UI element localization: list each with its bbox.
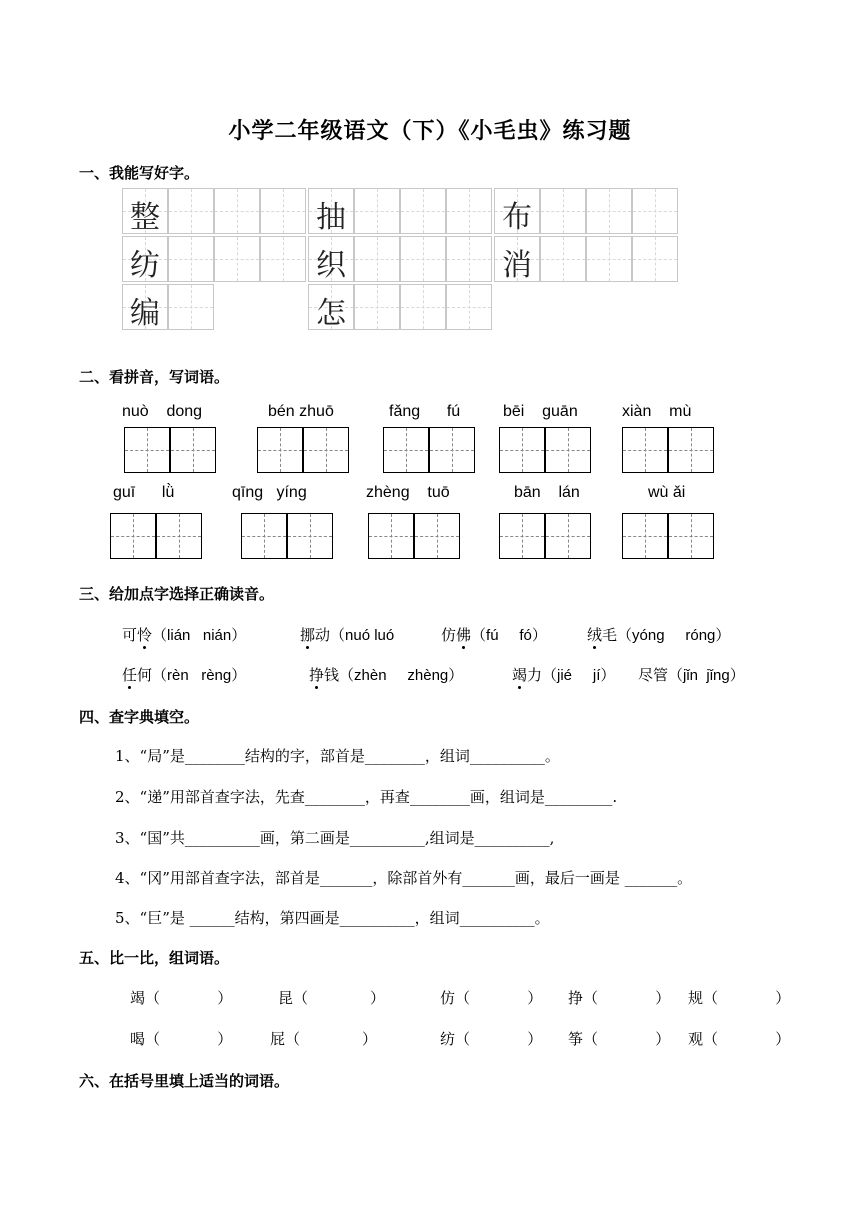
dotted-char: 挪 — [300, 626, 316, 644]
writing-box[interactable] — [414, 513, 460, 559]
practice-cell — [168, 284, 214, 330]
compare-item: 竭（ ） — [130, 989, 233, 1007]
practice-char: 整 — [130, 200, 160, 235]
practice-char: 怎 — [316, 296, 346, 331]
compare-item: 筝（ ） — [568, 1030, 671, 1048]
practice-cell — [446, 188, 492, 234]
section-6-heading: 六、在括号里填上适当的词语。 — [79, 1072, 290, 1090]
practice-cell — [354, 284, 400, 330]
reading-item: 可怜（lián nián） — [122, 626, 247, 644]
dotted-char: 竭 — [512, 666, 528, 684]
practice-cell — [586, 236, 632, 282]
pinyin-label: xiàn mù — [622, 403, 692, 420]
page-title: 小学二年级语文（下）《小毛虫》练习题 — [228, 118, 632, 144]
reading-item: 竭力（jié jí） — [512, 666, 616, 684]
pinyin-label: fǎng fú — [389, 403, 461, 420]
writing-box[interactable] — [622, 427, 668, 473]
reading-item: 任何（rèn rèng） — [122, 666, 247, 684]
practice-cell — [260, 188, 306, 234]
practice-cell — [446, 236, 492, 282]
practice-char: 消 — [502, 248, 532, 283]
dictionary-item-5: 5、“巨”是 ______结构，第四画是__________，组词__________。 — [115, 909, 550, 927]
practice-char: 布 — [502, 200, 532, 235]
practice-cell — [632, 188, 678, 234]
pinyin-label: guī lǜ — [113, 484, 175, 501]
dotted-char: 佛 — [456, 626, 472, 644]
dotted-char: 绒 — [587, 626, 603, 644]
writing-box[interactable] — [368, 513, 414, 559]
practice-cell — [214, 188, 260, 234]
dotted-char: 任 — [122, 666, 138, 684]
pinyin-label: bān lán — [514, 484, 580, 501]
section-3-heading: 三、给加点字选择正确读音。 — [79, 585, 275, 603]
compare-item: 纺（ ） — [440, 1030, 543, 1048]
practice-cell — [214, 236, 260, 282]
writing-box[interactable] — [241, 513, 287, 559]
dotted-char: 挣 — [309, 666, 325, 684]
writing-box[interactable] — [170, 427, 216, 473]
section-1-heading: 一、我能写好字。 — [79, 164, 200, 182]
practice-cell — [260, 236, 306, 282]
compare-item: 屁（ ） — [270, 1030, 377, 1048]
pinyin-label: bēi guān — [503, 403, 578, 420]
practice-cell — [354, 236, 400, 282]
writing-box[interactable] — [383, 427, 429, 473]
section-4-heading: 四、查字典填空。 — [79, 708, 200, 726]
dotted-char: 怜 — [137, 626, 153, 644]
writing-box[interactable] — [499, 513, 545, 559]
practice-cell — [168, 188, 214, 234]
writing-box[interactable] — [303, 427, 349, 473]
reading-item: 仿佛（fú fó） — [441, 626, 547, 644]
practice-char: 编 — [130, 296, 160, 331]
dictionary-item-1: 1、“局”是________结构的字，部首是________，组词__________。 — [115, 747, 560, 765]
section-5-heading: 五、比一比，组词语。 — [79, 949, 230, 967]
dictionary-item-4: 4、“冈”用部首查字法，部首是_______，除部首外有_______画，最后一画是 _______。 — [115, 869, 693, 887]
practice-cell — [168, 236, 214, 282]
practice-cell — [632, 236, 678, 282]
practice-cell — [586, 188, 632, 234]
writing-box[interactable] — [156, 513, 202, 559]
pinyin-label: zhèng tuō — [366, 484, 450, 501]
writing-box[interactable] — [257, 427, 303, 473]
writing-box[interactable] — [668, 427, 714, 473]
compare-item: 挣（ ） — [568, 989, 671, 1007]
writing-box[interactable] — [668, 513, 714, 559]
practice-cell — [540, 188, 586, 234]
compare-item: 昆（ ） — [278, 989, 385, 1007]
practice-char: 抽 — [316, 200, 346, 235]
practice-cell — [354, 188, 400, 234]
compare-item: 仿（ ） — [440, 989, 543, 1007]
writing-box[interactable] — [499, 427, 545, 473]
compare-item: 喝（ ） — [130, 1030, 233, 1048]
pinyin-label: wù ǎi — [648, 484, 686, 501]
reading-item: 挣钱（zhèn zhèng） — [309, 666, 464, 684]
practice-cell — [400, 284, 446, 330]
dictionary-item-2: 2、“递”用部首查字法，先查________，再查________画，组词是_________. — [115, 788, 618, 806]
writing-box[interactable] — [429, 427, 475, 473]
writing-box[interactable] — [545, 427, 591, 473]
practice-cell — [400, 188, 446, 234]
writing-box[interactable] — [622, 513, 668, 559]
writing-box[interactable] — [110, 513, 156, 559]
section-2-heading: 二、看拼音，写词语。 — [79, 368, 230, 386]
pinyin-label: bén zhuō — [268, 403, 334, 420]
writing-box[interactable] — [545, 513, 591, 559]
writing-box[interactable] — [287, 513, 333, 559]
compare-item: 观（ ） — [688, 1030, 791, 1048]
writing-box[interactable] — [124, 427, 170, 473]
dictionary-item-3: 3、“国”共__________画，第二画是__________,组词是__________, — [115, 829, 555, 847]
practice-char: 纺 — [130, 248, 160, 283]
practice-cell — [446, 284, 492, 330]
reading-item: 挪动（nuó luó — [300, 626, 395, 644]
practice-cell — [540, 236, 586, 282]
practice-char: 织 — [316, 248, 346, 283]
compare-item: 规（ ） — [688, 989, 791, 1007]
reading-item: 绒毛（yóng róng） — [587, 626, 731, 644]
pinyin-label: qīng yíng — [232, 484, 307, 501]
practice-cell — [400, 236, 446, 282]
pinyin-label: nuò dong — [122, 403, 203, 420]
reading-item: 尽管（jǐn jǐng） — [638, 666, 745, 684]
